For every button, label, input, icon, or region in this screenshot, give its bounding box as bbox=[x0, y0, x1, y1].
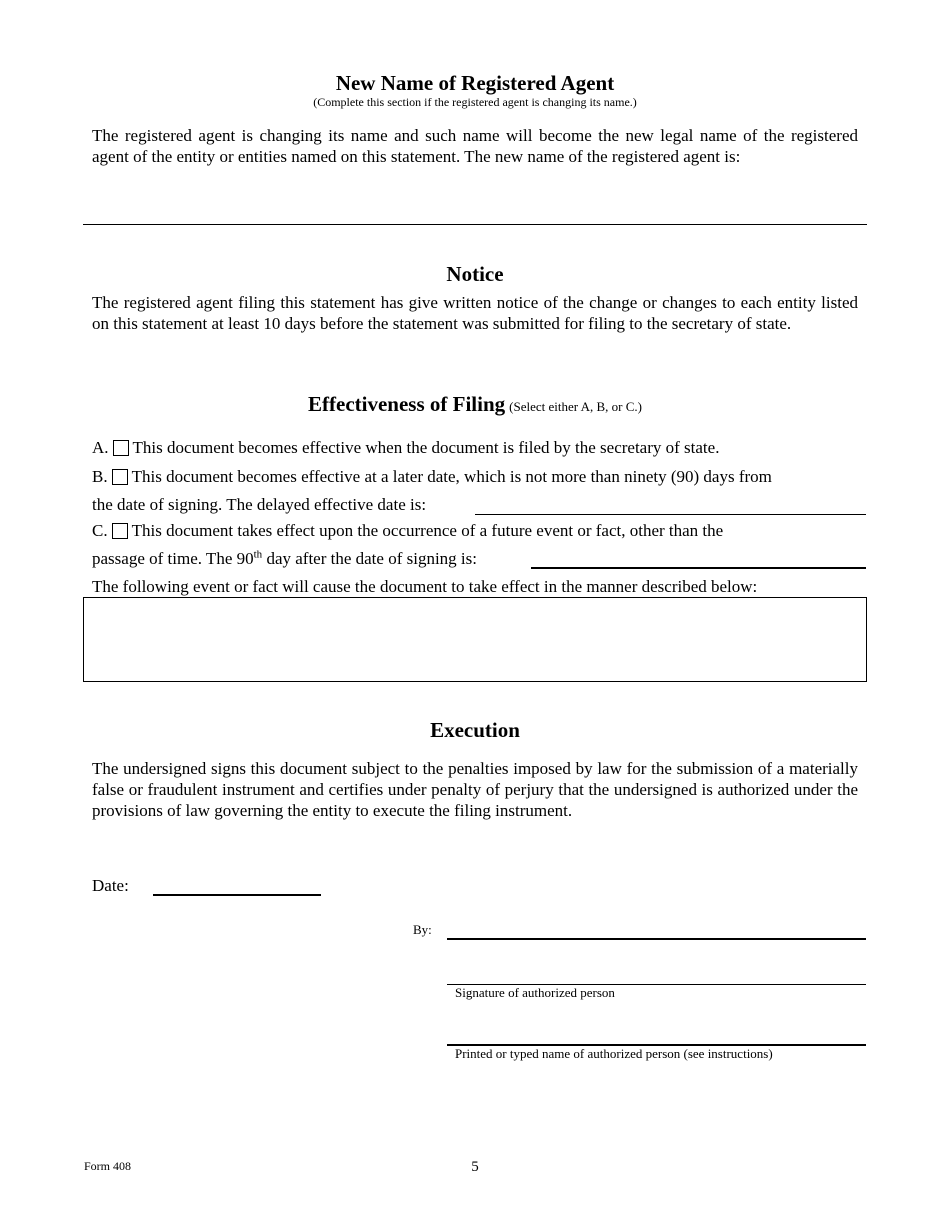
by-label: By: bbox=[413, 922, 432, 937]
option-c-text-line2 bbox=[92, 548, 477, 569]
option-c-line2-prefix: passage of time. The 90 bbox=[92, 549, 254, 568]
new-name-title: New Name of Registered Agent bbox=[335, 71, 615, 95]
effectiveness-title: Effectiveness of Filing bbox=[308, 392, 506, 416]
event-description-box[interactable] bbox=[83, 597, 867, 682]
form-number: Form 408 bbox=[84, 1159, 132, 1173]
new-name-body: The registered agent is changing its name and such name will become the new legal name of the registered agent of the entity or entities named on this statement. The new name of the registered agent is: bbox=[92, 126, 858, 166]
delayed-effective-date-line[interactable] bbox=[475, 514, 866, 515]
option-c-checkbox[interactable] bbox=[112, 523, 128, 539]
page-number: 5 bbox=[471, 1159, 479, 1175]
option-a bbox=[92, 437, 719, 458]
notice-title: Notice bbox=[446, 262, 504, 286]
option-b-checkbox[interactable] bbox=[112, 469, 128, 485]
printed-name-caption: Printed or typed name of authorized person (see instructions) bbox=[455, 1046, 773, 1061]
option-c-line2-sup: th bbox=[253, 548, 263, 561]
execution-body: The undersigned signs this document subject to the penalties imposed by law for the submission of a materially false or fraudulent instrument and certifies under penalty of perjury that the undersigned is authorized under the provisions of law governing the entity to execute the filing instrument. bbox=[92, 759, 858, 820]
effectiveness-subtitle: (Select either A, B, or C.) bbox=[509, 399, 642, 414]
date-input-line[interactable] bbox=[153, 894, 321, 896]
event-label: The following event or fact will cause the document to take effect in the manner described below: bbox=[92, 577, 758, 596]
date-label: Date: bbox=[92, 876, 129, 895]
option-b-text-line1: This document becomes effective at a later date, which is not more than ninety (90) days from bbox=[131, 467, 772, 486]
notice-body: The registered agent filing this statement has give written notice of the change or changes to each entity listed on this statement at least 10 days before the statement was submitted for filing to the secretary of state. bbox=[92, 293, 858, 333]
new-name-subtitle: (Complete this section if the registered agent is changing its name.) bbox=[313, 95, 637, 109]
effectiveness-heading bbox=[0, 392, 950, 417]
new-name-input-line[interactable] bbox=[83, 224, 867, 225]
option-a-text: This document becomes effective when the document is filed by the secretary of state. bbox=[132, 438, 720, 457]
option-c bbox=[92, 520, 723, 541]
ninetieth-day-line[interactable] bbox=[531, 567, 866, 569]
option-c-line2-suffix: day after the date of signing is: bbox=[262, 549, 477, 568]
option-a-checkbox[interactable] bbox=[113, 440, 129, 456]
signature-caption: Signature of authorized person bbox=[455, 985, 615, 1000]
by-input-line[interactable] bbox=[447, 938, 866, 940]
option-c-letter: C. bbox=[92, 521, 108, 540]
option-c-text-line1: This document takes effect upon the occurrence of a future event or fact, other than the bbox=[131, 521, 724, 540]
execution-title: Execution bbox=[430, 718, 520, 742]
option-b bbox=[92, 466, 772, 487]
option-b-letter: B. bbox=[92, 467, 108, 486]
option-b-text-line2: the date of signing. The delayed effective date is: bbox=[92, 495, 427, 514]
option-a-letter: A. bbox=[92, 438, 109, 457]
